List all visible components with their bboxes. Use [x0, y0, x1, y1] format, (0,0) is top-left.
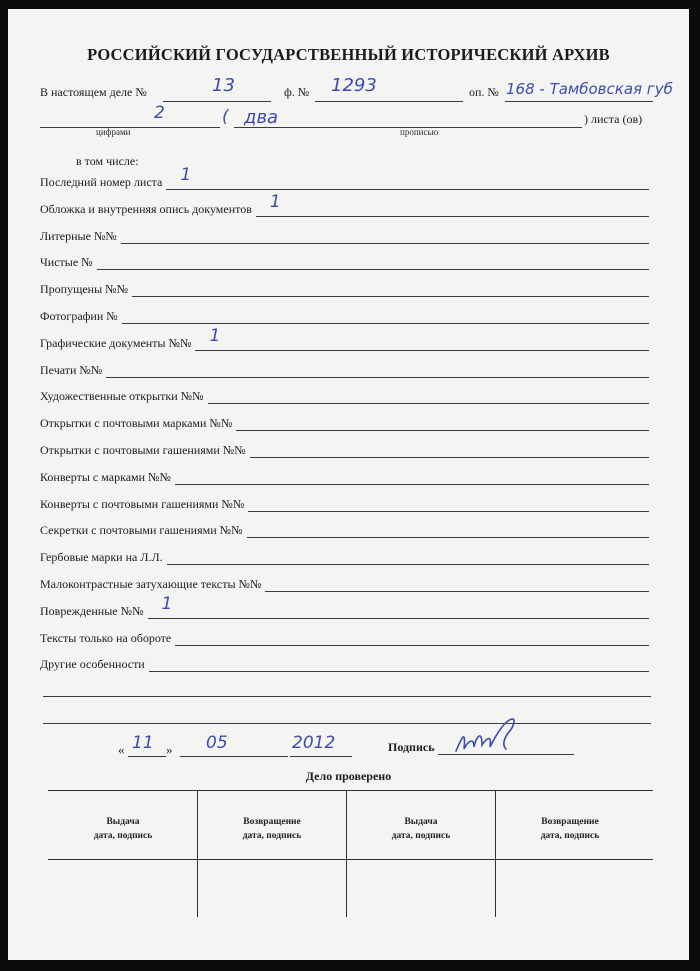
- header-line: Выдача: [404, 817, 438, 827]
- field-rule: [248, 511, 649, 512]
- archive-sheet: [8, 9, 689, 960]
- table-header-return-1: [197, 815, 347, 843]
- header-line: Возвращение: [243, 817, 301, 827]
- date-day-rule: [128, 756, 166, 757]
- sheets-suffix-label: ) листа (ов): [584, 112, 643, 126]
- case-number-rule: [163, 101, 271, 102]
- field-rule: [265, 591, 649, 592]
- field-rule: [175, 484, 649, 485]
- table-col-divider-3: [495, 791, 496, 917]
- field-value: 1: [161, 594, 173, 614]
- field-value: 1: [180, 165, 192, 185]
- field-label: Фотографии №: [40, 309, 118, 323]
- field-label: Графические документы №№: [40, 336, 192, 350]
- field-label: Печати №№: [40, 363, 103, 377]
- field-label: Последний номер листа: [40, 175, 163, 189]
- table-header-issue-2: [346, 815, 496, 843]
- field-value: 1: [269, 192, 281, 212]
- field-label: Литерные №№: [40, 229, 117, 243]
- table-col-divider-1: [197, 791, 198, 917]
- field-rule: [208, 403, 649, 404]
- table-header-issue-1: [48, 815, 198, 843]
- date-open-quote: «: [118, 742, 125, 757]
- field-rule: [236, 430, 649, 431]
- field-rule: [148, 618, 649, 619]
- table-header-return-2: [495, 815, 645, 843]
- field-rule: [195, 350, 649, 351]
- field-label: Малоконтрастные затухающие тексты №№: [40, 577, 262, 591]
- blank-rule-1: [43, 696, 651, 697]
- header-line: Возвращение: [541, 817, 599, 827]
- table-header-divider: [48, 859, 653, 860]
- field-label: Конверты с марками №№: [40, 470, 171, 484]
- verification-table: [48, 790, 653, 917]
- field-rule: [166, 189, 649, 190]
- field-label: Обложка и внутренняя опись документов: [40, 202, 252, 216]
- opis-number-label: оп. №: [469, 85, 499, 99]
- fond-number-label: ф. №: [284, 85, 310, 99]
- table-col-divider-2: [346, 791, 347, 917]
- date-year-rule: [290, 756, 352, 757]
- field-label: Чистые №: [40, 255, 93, 269]
- including-label: в том числе:: [76, 154, 139, 168]
- sheets-open-paren: (: [222, 107, 229, 127]
- date-month-rule: [180, 756, 288, 757]
- field-rule: [247, 537, 649, 538]
- date-year-value: 2012: [292, 733, 336, 753]
- sheets-digits-value: 2: [154, 103, 165, 123]
- blank-rule-2: [43, 723, 651, 724]
- field-rule: [256, 216, 649, 217]
- field-label: Художественные открытки №№: [40, 389, 204, 403]
- field-label: Секретки с почтовыми гашениями №№: [40, 523, 243, 537]
- date-day-value: 11: [132, 733, 154, 753]
- header-line: дата, подпись: [93, 831, 153, 841]
- field-label: Открытки с почтовыми марками №№: [40, 416, 233, 430]
- header-line: дата, подпись: [540, 831, 600, 841]
- case-number-label: В настоящем деле №: [40, 85, 147, 99]
- field-label: Поврежденные №№: [40, 604, 144, 618]
- field-rule: [149, 671, 649, 672]
- header-line: Выдача: [106, 817, 140, 827]
- field-label: Пропущены №№: [40, 282, 129, 296]
- field-label: Открытки с почтовыми гашениями №№: [40, 443, 246, 457]
- verified-title: Дело проверено: [305, 769, 392, 783]
- field-label: Другие особенности: [40, 657, 145, 671]
- field-rule: [121, 243, 649, 244]
- fond-number-value: 1293: [331, 75, 377, 96]
- date-month-value: 05: [206, 733, 228, 753]
- field-label: Гербовые марки на Л.Л.: [40, 550, 163, 564]
- field-value: 1: [209, 326, 221, 346]
- field-rule: [167, 564, 649, 565]
- field-rule: [106, 377, 649, 378]
- field-rule: [97, 269, 649, 270]
- case-number-value: 13: [212, 75, 235, 96]
- field-rule: [250, 457, 649, 458]
- words-caption: прописью: [400, 127, 439, 137]
- field-rule: [122, 323, 649, 324]
- signature-label: Подпись: [388, 740, 435, 754]
- date-close-quote: »: [166, 742, 173, 757]
- field-label: Конверты с почтовыми гашениями №№: [40, 497, 245, 511]
- header-line: дата, подпись: [391, 831, 451, 841]
- fond-number-rule: [315, 101, 463, 102]
- opis-number-value: 168 - Тамбовская губ: [506, 80, 673, 98]
- field-label: Тексты только на обороте: [40, 631, 172, 645]
- sheets-words-value: два: [244, 107, 279, 128]
- field-rule: [175, 645, 649, 646]
- field-rule: [132, 296, 649, 297]
- signature-mark: [452, 715, 532, 757]
- digits-caption: цифрами: [96, 127, 131, 137]
- header-line: дата, подпись: [242, 831, 302, 841]
- archive-title: РОССИЙСКИЙ ГОСУДАРСТВЕННЫЙ ИСТОРИЧЕСКИЙ АРХИВ: [87, 45, 610, 64]
